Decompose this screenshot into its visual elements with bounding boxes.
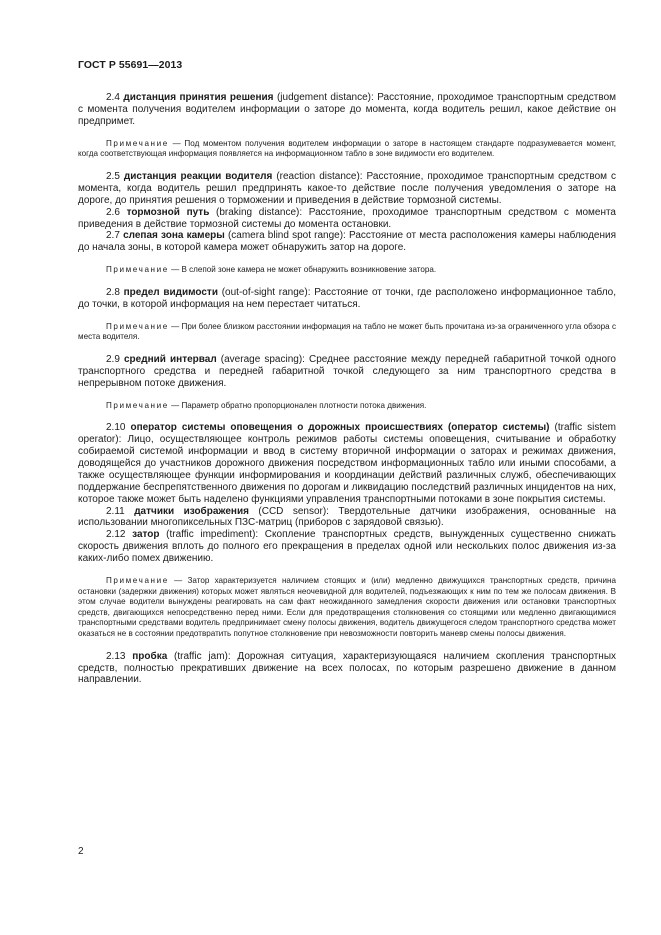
term-name: средний интервал	[124, 353, 217, 365]
term-number: 2.8	[106, 286, 120, 298]
term-number: 2.11	[106, 505, 125, 517]
note	[78, 576, 616, 640]
note	[78, 139, 616, 160]
term-name: датчики изображения	[134, 505, 249, 517]
term-text: (out-of-sight range): Расстояние от точки, где расположено информационное табло, до точки, в которой информация на нем перестает читаться.	[78, 286, 617, 310]
note-dash: —	[168, 321, 182, 331]
term-text: (traffic jam): Дорожная ситуация, характеризующаяся наличием скопления транспортных средств, полностью прекративших движение на всех полосах, по которым разрешено движение в данном направлении.	[78, 650, 617, 686]
term-text: (traffic impediment): Скопление транспортных средств, вынужденных существенно снижать скорость движения вплоть до полного его прекращения в пределах одной или нескольких полос движения из-за каких-либо помех движению.	[78, 529, 616, 565]
note-label: Примечание	[106, 400, 169, 410]
term-text: (judgement distance): Расстояние, проходимое транспортным средством с момента получения водителем информации о заторе до момента, когда водитель решил, какое действие он предпримет.	[78, 92, 617, 127]
term-name: предел видимости	[123, 286, 218, 298]
term-number: 2.6	[106, 206, 120, 218]
note-label: Примечание	[106, 576, 169, 586]
term-number: 2.7	[106, 230, 120, 242]
term-name: пробка	[132, 650, 168, 662]
term-number: 2.12	[106, 529, 126, 541]
note-dash: —	[168, 400, 182, 410]
term-definition	[78, 651, 616, 687]
term-name: затор	[132, 529, 160, 541]
note-dash: —	[168, 138, 185, 148]
note-text: При более близком расстоянии информация на табло не может быть прочитана из-за ограниченного угла обзора с места водителя.	[78, 321, 616, 342]
term-number: 2.5	[106, 170, 120, 182]
note	[78, 401, 616, 412]
term-text: (reaction distance): Расстояние, проходимое транспортным средством с момента, когда водитель решил предпринять какое-то действие после получения уведомления о заторе на дороге, до принятия решения о торможении и приведения в действие тормозной системы.	[78, 170, 616, 206]
document-body	[78, 92, 616, 686]
term-text: (average spacing): Среднее расстояние между передней габаритной точкой одного транспортного средства и передней габаритной точкой следующего за ним транспортного средства в непрерывном потоке движения.	[78, 353, 616, 389]
term-definition	[78, 506, 616, 530]
term-definition	[78, 92, 616, 128]
note-label: Примечание	[106, 321, 169, 331]
note-dash: —	[168, 576, 188, 586]
term-name: слепая зона камеры	[123, 230, 225, 242]
note-dash: —	[168, 265, 182, 275]
term-definition	[78, 207, 616, 231]
note-text: Затор характеризуется наличием стоящих и (или) медленно движущихся транспортных средств, причина остановки (задержки движения) которых может являться неочевидной для водителей, подъезжающих к ним по тем же полосам движения. В этом случае водители вынуждены реагировать на сам факт неожиданного замедления скорости движения или остановки транспортных средств, двигающихся непосредственно перед ними. Если для предотвращения столкновения со стоящими или медленно двигающимися транспортными средствами водитель предпринимает смену полосы движения, водитель движущегося следом транспортного средства может оказаться не в состоянии предотвратить попутное столкновение при невозможности повторить маневр смены полосы движения.	[78, 576, 617, 638]
term-name: тормозной путь	[126, 206, 210, 218]
term-text: (camera blind spot range): Расстояние от места расположения камеры наблюдения до начала зоны, в которой камера может обнаружить затор на дороге.	[78, 230, 616, 254]
term-text: (CCD sensor): Твердотельные датчики изображения, основанные на использовании многопиксельных ПЗС-матриц (приборов с зарядовой связью).	[78, 505, 617, 529]
term-number: 2.13	[106, 650, 126, 662]
note-label: Примечание	[106, 265, 169, 275]
term-text: (traffic sistem operator): Лицо, осуществляющее контроль режимов работы системы оповещения, считывание и обработку собираемой системой информации и ввод в систему вторичной информации о заторах и режимах движения, доводящейся до участников дорожного движения посредством информационных табло или иными способами, а также осуществляющее функции информирования и координации действий различных служб, обеспечивающих поддержание беспрепятственного движения по дорогам и ликвидацию последствий различных инцидентов на них, которое также может быть наделено функциями управления транспортными потоками в зоне покрытия системы.	[78, 422, 616, 505]
term-definition	[78, 287, 616, 311]
term-number: 2.10	[106, 422, 126, 434]
standard-header: ГОСТ Р 55691—2013	[78, 60, 183, 71]
note	[78, 265, 616, 276]
term-number: 2.9	[106, 353, 120, 365]
page-number: 2	[78, 846, 84, 857]
term-text: (braking distance): Расстояние, проходимое транспортным средством с момента приведения в действие тормозной системы до момента остановки.	[78, 206, 616, 230]
term-name: оператор системы оповещения о дорожных происшествиях (оператор системы)	[130, 422, 550, 434]
term-definition	[78, 529, 616, 565]
term-definition	[78, 422, 616, 505]
term-definition	[78, 171, 616, 207]
note-label: Примечание	[106, 138, 169, 148]
note-text: Под моментом получения водителем информации о заторе в настоящем стандарте подразумевается момент, когда соответствующая информация появляется на информационном табло в зоне видимости его водителем.	[78, 138, 617, 159]
note-text: Параметр обратно пропорционален плотности потока движения.	[181, 400, 427, 410]
term-name: дистанция принятия решения	[123, 92, 274, 103]
term-definition	[78, 354, 616, 390]
note	[78, 322, 616, 343]
note-text: В слепой зоне камера не может обнаружить возникновение затора.	[181, 265, 437, 275]
term-name: дистанция реакции водителя	[123, 170, 273, 182]
term-definition	[78, 230, 616, 254]
term-number: 2.4	[106, 92, 120, 103]
